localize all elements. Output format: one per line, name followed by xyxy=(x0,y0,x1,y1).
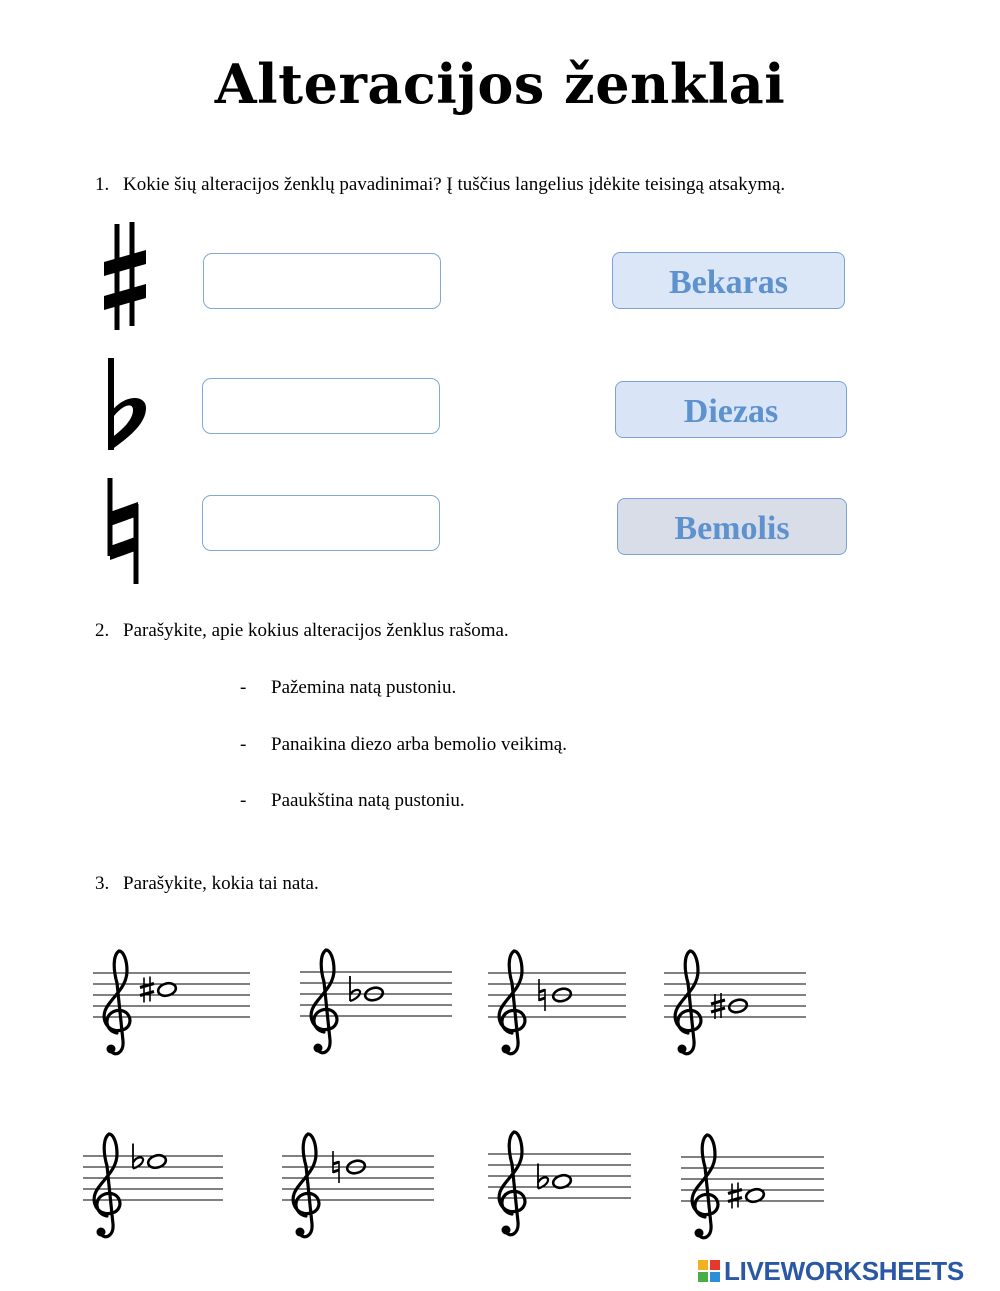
treble-clef-icon xyxy=(675,951,701,1054)
sharp-icon xyxy=(140,977,154,1003)
question-1 xyxy=(95,174,785,196)
music-staff xyxy=(488,1126,635,1238)
question-2 xyxy=(95,620,509,642)
list-item-text: Panaikina diezo arba bemolio veikimą. xyxy=(271,734,567,755)
natural-icon xyxy=(104,476,144,586)
treble-clef-icon xyxy=(499,1132,525,1235)
list-item: - Paaukština natą pustoniu. xyxy=(240,790,465,811)
music-staff xyxy=(93,945,254,1057)
question-3-number: 3. xyxy=(95,873,110,894)
list-item: - Pažemina natą pustoniu. xyxy=(240,677,457,698)
list-item-text: Pažemina natą pustoniu. xyxy=(271,677,457,698)
answer-box-1[interactable] xyxy=(203,253,441,309)
question-2-number: 2. xyxy=(95,620,110,641)
music-staff xyxy=(282,1128,438,1240)
question-3-text: Parašykite, kokia tai nata. xyxy=(123,873,319,894)
option-chip-2[interactable]: Diezas xyxy=(615,381,847,438)
music-staff xyxy=(488,945,630,1057)
treble-clef-icon xyxy=(104,951,130,1054)
option-chip-1[interactable]: Bekaras xyxy=(612,252,845,309)
list-item-text: Paaukština natą pustoniu. xyxy=(271,790,465,811)
sharp-icon xyxy=(100,222,150,332)
answer-box-2[interactable] xyxy=(202,378,440,434)
treble-clef-icon xyxy=(94,1134,120,1237)
option-chip-3[interactable]: Bemolis xyxy=(617,498,847,555)
logo-icon xyxy=(698,1260,720,1282)
flat-icon xyxy=(350,976,360,1001)
sharp-icon xyxy=(728,1183,742,1209)
music-staff xyxy=(664,945,810,1057)
answer-box-3[interactable] xyxy=(202,495,440,551)
question-1-number: 1. xyxy=(95,174,110,195)
page-title: Alteracijos ženklai xyxy=(214,52,786,116)
question-3 xyxy=(95,873,319,895)
music-staff xyxy=(83,1128,227,1240)
question-1-text: Kokie šių alteracijos ženklų pavadinimai? Į tuščius langelius įdėkite teisingą atsakymą. xyxy=(123,174,786,195)
treble-clef-icon xyxy=(499,951,525,1054)
treble-clef-icon xyxy=(293,1134,319,1237)
question-2-text: Parašykite, apie kokius alteracijos ženklus rašoma. xyxy=(123,620,509,641)
treble-clef-icon xyxy=(311,950,337,1053)
liveworksheets-logo xyxy=(698,1256,964,1286)
music-staff xyxy=(681,1129,828,1241)
brand-name: LIVEWORKSHEETS xyxy=(724,1255,964,1286)
music-staff xyxy=(300,944,456,1056)
treble-clef-icon xyxy=(692,1135,718,1238)
flat-icon xyxy=(102,356,154,452)
list-item: - Panaikina diezo arba bemolio veikimą. xyxy=(240,734,567,755)
